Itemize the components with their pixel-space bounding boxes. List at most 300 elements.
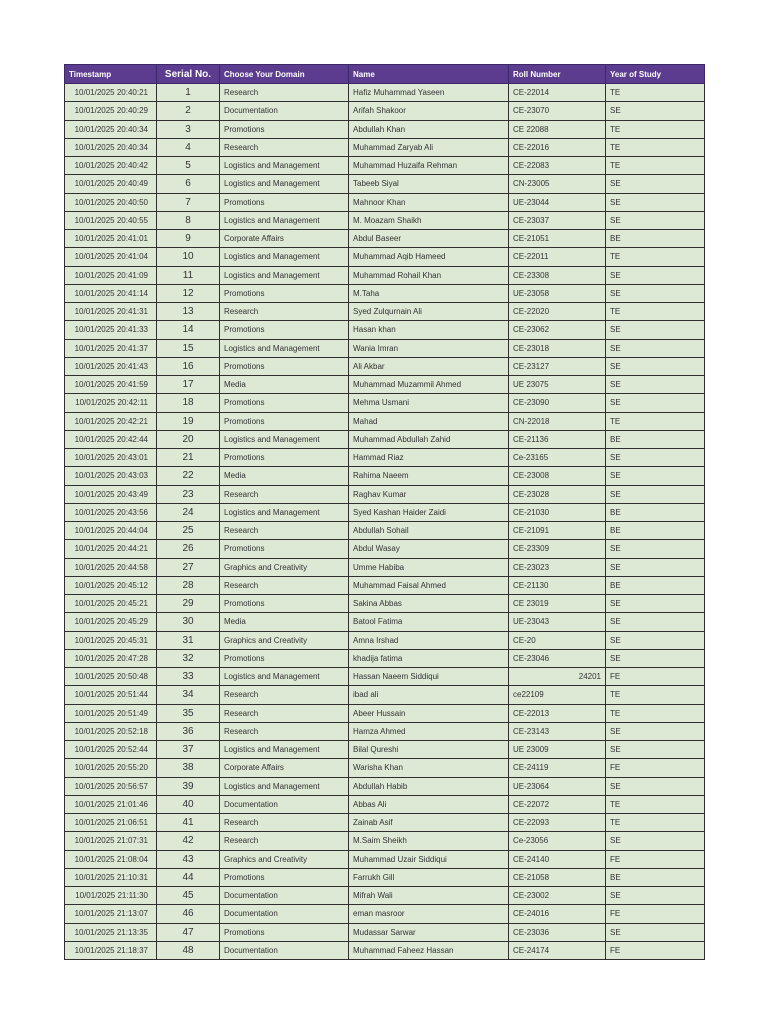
- table-row: [65, 449, 705, 467]
- cell-timestamp[interactable]: 10/01/2025 20:43:03: [65, 467, 157, 485]
- cell-roll-number[interactable]: CE-22013: [509, 704, 606, 722]
- cell-serial[interactable]: 29: [157, 595, 220, 613]
- cell-roll-number[interactable]: CE-23062: [509, 321, 606, 339]
- cell-timestamp[interactable]: 10/01/2025 20:42:11: [65, 394, 157, 412]
- cell-timestamp[interactable]: 10/01/2025 20:40:34: [65, 120, 157, 138]
- cell-serial[interactable]: 48: [157, 941, 220, 959]
- cell-year[interactable]: FE: [606, 668, 705, 686]
- cell-roll-number[interactable]: CE-23308: [509, 266, 606, 284]
- cell-timestamp[interactable]: 10/01/2025 20:41:14: [65, 284, 157, 302]
- cell-year[interactable]: SE: [606, 467, 705, 485]
- cell-name[interactable]: Muhammad Faheez Hassan: [349, 941, 509, 959]
- cell-timestamp[interactable]: 10/01/2025 20:44:04: [65, 522, 157, 540]
- cell-domain[interactable]: Graphics and Creativity: [220, 850, 349, 868]
- cell-year[interactable]: SE: [606, 284, 705, 302]
- cell-year[interactable]: SE: [606, 102, 705, 120]
- cell-name[interactable]: Bilal Qureshi: [349, 741, 509, 759]
- cell-timestamp[interactable]: 10/01/2025 20:41:01: [65, 230, 157, 248]
- cell-domain[interactable]: Documentation: [220, 795, 349, 813]
- cell-domain[interactable]: Promotions: [220, 394, 349, 412]
- cell-roll-number[interactable]: CE-24174: [509, 941, 606, 959]
- cell-timestamp[interactable]: 10/01/2025 20:55:20: [65, 759, 157, 777]
- cell-year[interactable]: TE: [606, 303, 705, 321]
- cell-name[interactable]: Mahnoor Khan: [349, 193, 509, 211]
- cell-name[interactable]: Abdullah Sohail: [349, 522, 509, 540]
- cell-name[interactable]: Hafiz Muhammad Yaseen: [349, 84, 509, 102]
- cell-timestamp[interactable]: 10/01/2025 21:01:46: [65, 795, 157, 813]
- cell-domain[interactable]: Promotions: [220, 412, 349, 430]
- cell-serial[interactable]: 45: [157, 887, 220, 905]
- cell-roll-number[interactable]: CE-21051: [509, 230, 606, 248]
- cell-name[interactable]: Syed Kashan Haider Zaidi: [349, 503, 509, 521]
- cell-domain[interactable]: Logistics and Management: [220, 668, 349, 686]
- cell-name[interactable]: Sakina Abbas: [349, 595, 509, 613]
- cell-domain[interactable]: Research: [220, 522, 349, 540]
- cell-year[interactable]: SE: [606, 923, 705, 941]
- cell-timestamp[interactable]: 10/01/2025 20:41:43: [65, 357, 157, 375]
- cell-name[interactable]: Hamza Ahmed: [349, 722, 509, 740]
- cell-domain[interactable]: Promotions: [220, 321, 349, 339]
- cell-timestamp[interactable]: 10/01/2025 20:43:01: [65, 449, 157, 467]
- cell-serial[interactable]: 37: [157, 741, 220, 759]
- cell-domain[interactable]: Promotions: [220, 284, 349, 302]
- cell-roll-number[interactable]: UE 23009: [509, 741, 606, 759]
- cell-domain[interactable]: Promotions: [220, 649, 349, 667]
- cell-serial[interactable]: 22: [157, 467, 220, 485]
- cell-serial[interactable]: 36: [157, 722, 220, 740]
- cell-name[interactable]: Muhammad Uzair Siddiqui: [349, 850, 509, 868]
- cell-year[interactable]: SE: [606, 595, 705, 613]
- cell-timestamp[interactable]: 10/01/2025 20:41:37: [65, 339, 157, 357]
- cell-serial[interactable]: 31: [157, 631, 220, 649]
- cell-roll-number[interactable]: UE-23043: [509, 613, 606, 631]
- cell-year[interactable]: TE: [606, 84, 705, 102]
- cell-name[interactable]: Syed Zulqurnain Ali: [349, 303, 509, 321]
- column-header-serial[interactable]: Serial No.: [157, 65, 220, 84]
- cell-roll-number[interactable]: CE-22093: [509, 814, 606, 832]
- cell-serial[interactable]: 41: [157, 814, 220, 832]
- cell-year[interactable]: TE: [606, 795, 705, 813]
- cell-domain[interactable]: Research: [220, 84, 349, 102]
- cell-serial[interactable]: 1: [157, 84, 220, 102]
- cell-timestamp[interactable]: 10/01/2025 21:13:35: [65, 923, 157, 941]
- cell-domain[interactable]: Research: [220, 303, 349, 321]
- cell-timestamp[interactable]: 10/01/2025 20:44:21: [65, 540, 157, 558]
- cell-year[interactable]: BE: [606, 430, 705, 448]
- cell-year[interactable]: TE: [606, 704, 705, 722]
- cell-serial[interactable]: 15: [157, 339, 220, 357]
- column-header-domain[interactable]: Choose Your Domain: [220, 65, 349, 84]
- cell-roll-number[interactable]: CE-23028: [509, 485, 606, 503]
- cell-timestamp[interactable]: 10/01/2025 20:45:12: [65, 576, 157, 594]
- cell-timestamp[interactable]: 10/01/2025 20:41:04: [65, 248, 157, 266]
- cell-name[interactable]: Hasan khan: [349, 321, 509, 339]
- cell-serial[interactable]: 35: [157, 704, 220, 722]
- cell-domain[interactable]: Promotions: [220, 923, 349, 941]
- cell-domain[interactable]: Research: [220, 686, 349, 704]
- cell-serial[interactable]: 12: [157, 284, 220, 302]
- cell-year[interactable]: SE: [606, 211, 705, 229]
- cell-domain[interactable]: Logistics and Management: [220, 157, 349, 175]
- cell-domain[interactable]: Logistics and Management: [220, 741, 349, 759]
- cell-name[interactable]: Hammad Riaz: [349, 449, 509, 467]
- cell-year[interactable]: SE: [606, 832, 705, 850]
- cell-timestamp[interactable]: 10/01/2025 20:41:09: [65, 266, 157, 284]
- cell-roll-number[interactable]: CN-23005: [509, 175, 606, 193]
- cell-domain[interactable]: Research: [220, 485, 349, 503]
- cell-roll-number[interactable]: CE-23046: [509, 649, 606, 667]
- cell-timestamp[interactable]: 10/01/2025 21:11:30: [65, 887, 157, 905]
- cell-serial[interactable]: 27: [157, 558, 220, 576]
- cell-year[interactable]: SE: [606, 339, 705, 357]
- cell-serial[interactable]: 44: [157, 868, 220, 886]
- cell-timestamp[interactable]: 10/01/2025 20:40:49: [65, 175, 157, 193]
- cell-name[interactable]: M. Moazam Shaikh: [349, 211, 509, 229]
- cell-name[interactable]: Muhammad Muzammil Ahmed: [349, 376, 509, 394]
- cell-name[interactable]: Abeer Hussain: [349, 704, 509, 722]
- cell-domain[interactable]: Graphics and Creativity: [220, 558, 349, 576]
- cell-domain[interactable]: Logistics and Management: [220, 175, 349, 193]
- cell-name[interactable]: Mifrah Wali: [349, 887, 509, 905]
- cell-serial[interactable]: 30: [157, 613, 220, 631]
- cell-roll-number[interactable]: UE-23058: [509, 284, 606, 302]
- cell-roll-number[interactable]: CE-22016: [509, 138, 606, 156]
- cell-name[interactable]: ibad ali: [349, 686, 509, 704]
- cell-timestamp[interactable]: 10/01/2025 20:40:55: [65, 211, 157, 229]
- cell-name[interactable]: Mahad: [349, 412, 509, 430]
- cell-roll-number[interactable]: CE-21058: [509, 868, 606, 886]
- cell-roll-number[interactable]: CE-23018: [509, 339, 606, 357]
- cell-year[interactable]: SE: [606, 540, 705, 558]
- cell-name[interactable]: Amna Irshad: [349, 631, 509, 649]
- cell-domain[interactable]: Research: [220, 138, 349, 156]
- cell-timestamp[interactable]: 10/01/2025 20:41:59: [65, 376, 157, 394]
- cell-serial[interactable]: 2: [157, 102, 220, 120]
- cell-serial[interactable]: 17: [157, 376, 220, 394]
- cell-name[interactable]: Wania Imran: [349, 339, 509, 357]
- cell-roll-number[interactable]: UE-23044: [509, 193, 606, 211]
- cell-timestamp[interactable]: 10/01/2025 20:44:58: [65, 558, 157, 576]
- cell-name[interactable]: Muhammad Zaryab Ali: [349, 138, 509, 156]
- cell-serial[interactable]: 13: [157, 303, 220, 321]
- cell-roll-number[interactable]: Ce-23165: [509, 449, 606, 467]
- cell-domain[interactable]: Promotions: [220, 595, 349, 613]
- cell-roll-number[interactable]: CE-23070: [509, 102, 606, 120]
- cell-timestamp[interactable]: 10/01/2025 21:10:31: [65, 868, 157, 886]
- cell-serial[interactable]: 8: [157, 211, 220, 229]
- cell-serial[interactable]: 16: [157, 357, 220, 375]
- cell-name[interactable]: Muhammad Rohail Khan: [349, 266, 509, 284]
- cell-year[interactable]: TE: [606, 686, 705, 704]
- cell-timestamp[interactable]: 10/01/2025 20:42:44: [65, 430, 157, 448]
- cell-serial[interactable]: 5: [157, 157, 220, 175]
- cell-year[interactable]: SE: [606, 631, 705, 649]
- cell-roll-number[interactable]: CE-22011: [509, 248, 606, 266]
- cell-timestamp[interactable]: 10/01/2025 21:07:31: [65, 832, 157, 850]
- cell-timestamp[interactable]: 10/01/2025 20:45:31: [65, 631, 157, 649]
- cell-year[interactable]: SE: [606, 175, 705, 193]
- cell-timestamp[interactable]: 10/01/2025 20:40:42: [65, 157, 157, 175]
- cell-roll-number[interactable]: CE-23008: [509, 467, 606, 485]
- cell-timestamp[interactable]: 10/01/2025 20:40:29: [65, 102, 157, 120]
- cell-serial[interactable]: 20: [157, 430, 220, 448]
- cell-timestamp[interactable]: 10/01/2025 20:51:49: [65, 704, 157, 722]
- cell-domain[interactable]: Media: [220, 376, 349, 394]
- cell-year[interactable]: SE: [606, 887, 705, 905]
- cell-domain[interactable]: Promotions: [220, 540, 349, 558]
- cell-roll-number[interactable]: CE-22014: [509, 84, 606, 102]
- cell-serial[interactable]: 28: [157, 576, 220, 594]
- cell-roll-number[interactable]: CE-23309: [509, 540, 606, 558]
- cell-roll-number[interactable]: CE-21130: [509, 576, 606, 594]
- cell-year[interactable]: SE: [606, 558, 705, 576]
- cell-serial[interactable]: 11: [157, 266, 220, 284]
- cell-name[interactable]: Mudassar Sarwar: [349, 923, 509, 941]
- cell-name[interactable]: M.Saim Sheikh: [349, 832, 509, 850]
- cell-domain[interactable]: Media: [220, 467, 349, 485]
- cell-timestamp[interactable]: 10/01/2025 20:56:57: [65, 777, 157, 795]
- cell-timestamp[interactable]: 10/01/2025 20:52:44: [65, 741, 157, 759]
- cell-name[interactable]: Muhammad Abdullah Zahid: [349, 430, 509, 448]
- cell-domain[interactable]: Research: [220, 722, 349, 740]
- cell-roll-number[interactable]: CE-21136: [509, 430, 606, 448]
- cell-name[interactable]: Muhammad Aqib Hameed: [349, 248, 509, 266]
- cell-name[interactable]: M.Taha: [349, 284, 509, 302]
- cell-timestamp[interactable]: 10/01/2025 20:42:21: [65, 412, 157, 430]
- cell-domain[interactable]: Promotions: [220, 357, 349, 375]
- cell-roll-number[interactable]: CE-23127: [509, 357, 606, 375]
- cell-domain[interactable]: Corporate Affairs: [220, 230, 349, 248]
- cell-serial[interactable]: 32: [157, 649, 220, 667]
- cell-serial[interactable]: 24: [157, 503, 220, 521]
- cell-name[interactable]: eman masroor: [349, 905, 509, 923]
- cell-timestamp[interactable]: 10/01/2025 20:45:29: [65, 613, 157, 631]
- cell-year[interactable]: SE: [606, 722, 705, 740]
- cell-year[interactable]: BE: [606, 522, 705, 540]
- cell-name[interactable]: Abdullah Habib: [349, 777, 509, 795]
- cell-roll-number[interactable]: CE-22083: [509, 157, 606, 175]
- cell-domain[interactable]: Media: [220, 613, 349, 631]
- cell-timestamp[interactable]: 10/01/2025 20:43:56: [65, 503, 157, 521]
- cell-serial[interactable]: 3: [157, 120, 220, 138]
- cell-serial[interactable]: 33: [157, 668, 220, 686]
- cell-domain[interactable]: Documentation: [220, 887, 349, 905]
- cell-serial[interactable]: 34: [157, 686, 220, 704]
- cell-timestamp[interactable]: 10/01/2025 20:43:49: [65, 485, 157, 503]
- cell-year[interactable]: TE: [606, 120, 705, 138]
- cell-year[interactable]: SE: [606, 193, 705, 211]
- cell-serial[interactable]: 47: [157, 923, 220, 941]
- cell-domain[interactable]: Logistics and Management: [220, 339, 349, 357]
- cell-roll-number[interactable]: 24201: [509, 668, 606, 686]
- cell-serial[interactable]: 4: [157, 138, 220, 156]
- cell-name[interactable]: Umme Habiba: [349, 558, 509, 576]
- cell-serial[interactable]: 25: [157, 522, 220, 540]
- table-row: [65, 211, 705, 229]
- cell-name[interactable]: Tabeeb Siyal: [349, 175, 509, 193]
- cell-name[interactable]: khadija fatima: [349, 649, 509, 667]
- cell-serial[interactable]: 26: [157, 540, 220, 558]
- cell-year[interactable]: BE: [606, 503, 705, 521]
- cell-serial[interactable]: 40: [157, 795, 220, 813]
- cell-domain[interactable]: Graphics and Creativity: [220, 631, 349, 649]
- cell-year[interactable]: BE: [606, 230, 705, 248]
- cell-name[interactable]: Raghav Kumar: [349, 485, 509, 503]
- cell-timestamp[interactable]: 10/01/2025 21:08:04: [65, 850, 157, 868]
- cell-serial[interactable]: 18: [157, 394, 220, 412]
- cell-year[interactable]: FE: [606, 850, 705, 868]
- column-header-timestamp[interactable]: Timestamp: [65, 65, 157, 84]
- cell-domain[interactable]: Promotions: [220, 193, 349, 211]
- cell-serial[interactable]: 39: [157, 777, 220, 795]
- column-header-roll-number[interactable]: Roll Number: [509, 65, 606, 84]
- cell-domain[interactable]: Promotions: [220, 120, 349, 138]
- cell-timestamp[interactable]: 10/01/2025 20:47:28: [65, 649, 157, 667]
- cell-domain[interactable]: Documentation: [220, 905, 349, 923]
- cell-domain[interactable]: Logistics and Management: [220, 211, 349, 229]
- cell-domain[interactable]: Promotions: [220, 868, 349, 886]
- cell-domain[interactable]: Research: [220, 814, 349, 832]
- cell-timestamp[interactable]: 10/01/2025 20:40:50: [65, 193, 157, 211]
- cell-serial[interactable]: 19: [157, 412, 220, 430]
- cell-roll-number[interactable]: CE-21030: [509, 503, 606, 521]
- table-row: [65, 266, 705, 284]
- cell-domain[interactable]: Research: [220, 576, 349, 594]
- cell-domain[interactable]: Logistics and Management: [220, 430, 349, 448]
- cell-domain[interactable]: Documentation: [220, 941, 349, 959]
- cell-serial[interactable]: 14: [157, 321, 220, 339]
- cell-domain[interactable]: Promotions: [220, 449, 349, 467]
- cell-serial[interactable]: 7: [157, 193, 220, 211]
- cell-year[interactable]: BE: [606, 868, 705, 886]
- cell-roll-number[interactable]: CE-20: [509, 631, 606, 649]
- cell-roll-number[interactable]: CE 23019: [509, 595, 606, 613]
- cell-domain[interactable]: Logistics and Management: [220, 266, 349, 284]
- cell-serial[interactable]: 46: [157, 905, 220, 923]
- cell-year[interactable]: FE: [606, 941, 705, 959]
- cell-year[interactable]: SE: [606, 357, 705, 375]
- cell-name[interactable]: Farrukh Gill: [349, 868, 509, 886]
- cell-roll-number[interactable]: CE 22088: [509, 120, 606, 138]
- column-header-name[interactable]: Name: [349, 65, 509, 84]
- cell-name[interactable]: Mehma Usmani: [349, 394, 509, 412]
- cell-timestamp[interactable]: 10/01/2025 20:40:34: [65, 138, 157, 156]
- cell-year[interactable]: SE: [606, 394, 705, 412]
- cell-domain[interactable]: Logistics and Management: [220, 503, 349, 521]
- cell-domain[interactable]: Research: [220, 704, 349, 722]
- cell-name[interactable]: Muhammad Faisal Ahmed: [349, 576, 509, 594]
- cell-name[interactable]: Hassan Naeem Siddiqui: [349, 668, 509, 686]
- cell-name[interactable]: Arifah Shakoor: [349, 102, 509, 120]
- cell-roll-number[interactable]: CE-23090: [509, 394, 606, 412]
- cell-domain[interactable]: Logistics and Management: [220, 248, 349, 266]
- cell-timestamp[interactable]: 10/01/2025 20:50:48: [65, 668, 157, 686]
- cell-roll-number[interactable]: CE-24119: [509, 759, 606, 777]
- cell-name[interactable]: Ali Akbar: [349, 357, 509, 375]
- cell-domain[interactable]: Logistics and Management: [220, 777, 349, 795]
- registration-table: [64, 64, 705, 960]
- cell-serial[interactable]: 42: [157, 832, 220, 850]
- cell-timestamp[interactable]: 10/01/2025 20:40:21: [65, 84, 157, 102]
- cell-year[interactable]: BE: [606, 576, 705, 594]
- cell-serial[interactable]: 23: [157, 485, 220, 503]
- cell-timestamp[interactable]: 10/01/2025 20:51:44: [65, 686, 157, 704]
- cell-name[interactable]: Abdul Baseer: [349, 230, 509, 248]
- cell-roll-number[interactable]: CE-23037: [509, 211, 606, 229]
- cell-year[interactable]: SE: [606, 613, 705, 631]
- cell-serial[interactable]: 38: [157, 759, 220, 777]
- cell-roll-number[interactable]: CE-22072: [509, 795, 606, 813]
- cell-name[interactable]: Abdullah Khan: [349, 120, 509, 138]
- cell-year[interactable]: TE: [606, 814, 705, 832]
- cell-year[interactable]: SE: [606, 266, 705, 284]
- cell-roll-number[interactable]: CE-23036: [509, 923, 606, 941]
- cell-roll-number[interactable]: CE-22020: [509, 303, 606, 321]
- cell-serial[interactable]: 9: [157, 230, 220, 248]
- table-row: [65, 284, 705, 302]
- cell-timestamp[interactable]: 10/01/2025 20:41:31: [65, 303, 157, 321]
- cell-name[interactable]: Zainab Asif: [349, 814, 509, 832]
- cell-timestamp[interactable]: 10/01/2025 20:45:21: [65, 595, 157, 613]
- cell-year[interactable]: SE: [606, 741, 705, 759]
- cell-roll-number[interactable]: UE 23075: [509, 376, 606, 394]
- cell-timestamp[interactable]: 10/01/2025 21:13:07: [65, 905, 157, 923]
- cell-roll-number[interactable]: CE-21091: [509, 522, 606, 540]
- cell-serial[interactable]: 43: [157, 850, 220, 868]
- cell-roll-number[interactable]: ce22109: [509, 686, 606, 704]
- cell-name[interactable]: Batool Fatima: [349, 613, 509, 631]
- cell-name[interactable]: Muhammad Huzaifa Rehman: [349, 157, 509, 175]
- cell-roll-number[interactable]: CE-24140: [509, 850, 606, 868]
- cell-roll-number[interactable]: Ce-23056: [509, 832, 606, 850]
- cell-year[interactable]: SE: [606, 777, 705, 795]
- cell-timestamp[interactable]: 10/01/2025 21:06:51: [65, 814, 157, 832]
- cell-timestamp[interactable]: 10/01/2025 21:18:37: [65, 941, 157, 959]
- cell-domain[interactable]: Corporate Affairs: [220, 759, 349, 777]
- cell-roll-number[interactable]: UE-23064: [509, 777, 606, 795]
- cell-year[interactable]: SE: [606, 485, 705, 503]
- table-row: [65, 576, 705, 594]
- cell-year[interactable]: SE: [606, 449, 705, 467]
- cell-year[interactable]: TE: [606, 157, 705, 175]
- cell-year[interactable]: FE: [606, 905, 705, 923]
- cell-roll-number[interactable]: CE-23002: [509, 887, 606, 905]
- cell-roll-number[interactable]: CE-24016: [509, 905, 606, 923]
- cell-serial[interactable]: 21: [157, 449, 220, 467]
- cell-year[interactable]: SE: [606, 376, 705, 394]
- cell-year[interactable]: SE: [606, 649, 705, 667]
- cell-year[interactable]: SE: [606, 321, 705, 339]
- cell-name[interactable]: Warisha Khan: [349, 759, 509, 777]
- column-header-year[interactable]: Year of Study: [606, 65, 705, 84]
- cell-serial[interactable]: 10: [157, 248, 220, 266]
- cell-timestamp[interactable]: 10/01/2025 20:52:18: [65, 722, 157, 740]
- cell-roll-number[interactable]: CN-22018: [509, 412, 606, 430]
- cell-domain[interactable]: Documentation: [220, 102, 349, 120]
- cell-roll-number[interactable]: CE-23023: [509, 558, 606, 576]
- cell-year[interactable]: FE: [606, 759, 705, 777]
- cell-domain[interactable]: Research: [220, 832, 349, 850]
- cell-year[interactable]: TE: [606, 248, 705, 266]
- cell-roll-number[interactable]: CE-23143: [509, 722, 606, 740]
- cell-name[interactable]: Abdul Wasay: [349, 540, 509, 558]
- cell-timestamp[interactable]: 10/01/2025 20:41:33: [65, 321, 157, 339]
- cell-name[interactable]: Rahima Naeem: [349, 467, 509, 485]
- cell-serial[interactable]: 6: [157, 175, 220, 193]
- cell-year[interactable]: TE: [606, 138, 705, 156]
- cell-year[interactable]: TE: [606, 412, 705, 430]
- cell-name[interactable]: Abbas Ali: [349, 795, 509, 813]
